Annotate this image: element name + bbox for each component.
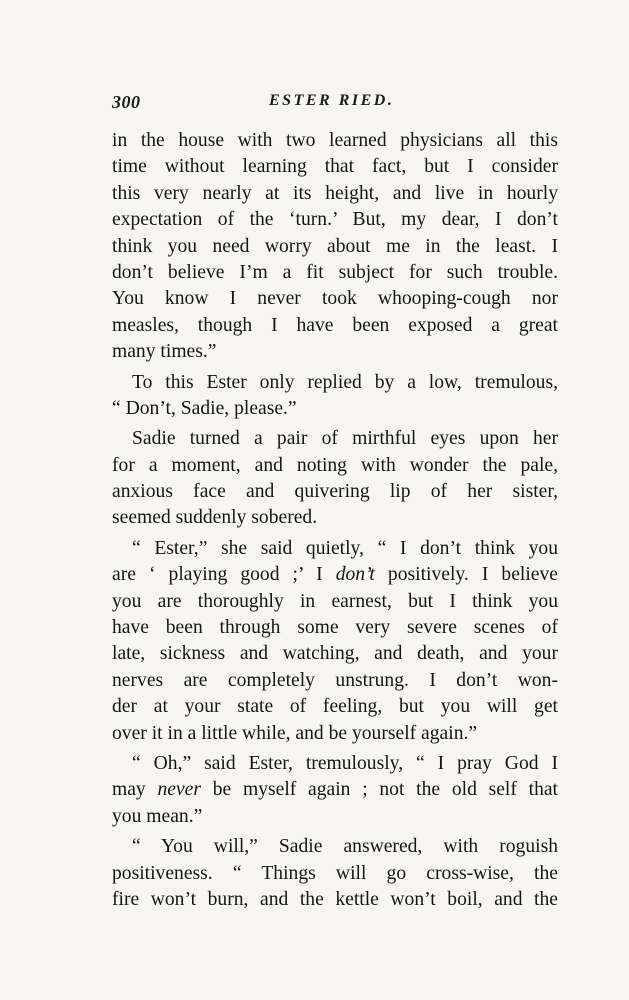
text-line: positiveness. “ Things will go cross-wise, the bbox=[112, 862, 558, 884]
text-line: “ Oh,” said Ester, tremulously, “ I pray God I bbox=[132, 752, 558, 774]
text-line: late, sickness and watching, and death, and your bbox=[112, 643, 558, 665]
text-line: “ You will,” Sadie answered, with roguish bbox=[132, 836, 558, 858]
paragraph bbox=[112, 751, 558, 830]
text-line: in the house with two learned physicians all this bbox=[112, 130, 558, 151]
paragraph bbox=[112, 834, 558, 913]
text-line: expectation of the ‘turn.’ But, my dear, I don’t bbox=[112, 209, 558, 231]
running-title: ESTER RIED. bbox=[269, 92, 395, 109]
text-line: seemed suddenly sobered. bbox=[112, 507, 318, 529]
paragraph bbox=[112, 128, 558, 366]
text-line: nerves are completely unstrung. I don’t won- bbox=[112, 669, 558, 691]
text-line: for a moment, and noting with wonder the pale, bbox=[112, 454, 558, 476]
text-line: You know I never took whooping-cough nor bbox=[112, 288, 558, 310]
text-line: don’t believe I’m a fit subject for such trouble. bbox=[112, 261, 558, 283]
text-line: To this Ester only replied by a low, tremulous, bbox=[132, 371, 558, 393]
page-header bbox=[112, 92, 558, 116]
text-line: time without learning that fact, but I consider bbox=[112, 156, 558, 178]
text-line: have been through some very severe scenes of bbox=[112, 617, 558, 639]
text-line: Sadie turned a pair of mirthful eyes upon her bbox=[132, 428, 558, 450]
text-line: over it in a little while, and be yourself again.” bbox=[112, 722, 478, 744]
text-line: “ Don’t, Sadie, please.” bbox=[112, 397, 297, 419]
text-segment: be myself again ; not the old self that bbox=[201, 779, 559, 801]
emphasis-text: never bbox=[157, 779, 201, 801]
paragraph bbox=[112, 370, 558, 423]
paragraph bbox=[112, 536, 558, 747]
text-line: “ Ester,” she said quietly, “ I don’t think you bbox=[132, 537, 558, 559]
emphasis-text: don’t bbox=[335, 564, 375, 586]
text-line: measles, though I have been exposed a great bbox=[112, 314, 558, 336]
text-line: der at your state of feeling, but you will get bbox=[112, 696, 558, 718]
text-line: fire won’t burn, and the kettle won’t boil, and the bbox=[112, 888, 558, 910]
text-line: anxious face and quivering lip of her sister, bbox=[112, 481, 558, 503]
text-line: this very nearly at its height, and live in hourly bbox=[112, 182, 558, 204]
paragraph bbox=[112, 426, 558, 532]
body-text bbox=[112, 128, 558, 913]
text-line: think you need worry about me in the least. I bbox=[112, 235, 558, 257]
text-line: many times.” bbox=[112, 341, 217, 363]
text-segment: are ‘ playing good ;’ I bbox=[112, 564, 336, 586]
page-number: 300 bbox=[112, 92, 141, 112]
text-line bbox=[112, 562, 558, 588]
text-segment: positively. I believe bbox=[374, 564, 558, 586]
text-line: you are thoroughly in earnest, but I think you bbox=[112, 590, 558, 612]
text-line: you mean.” bbox=[112, 805, 203, 827]
text-line bbox=[112, 777, 558, 803]
text-segment: may bbox=[112, 779, 158, 801]
